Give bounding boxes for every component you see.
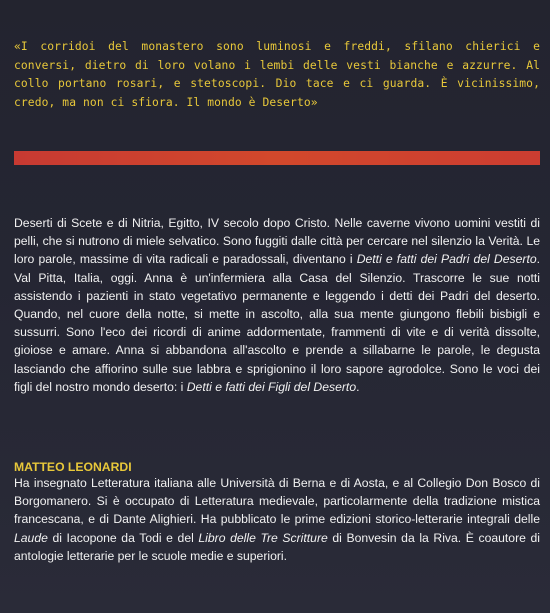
synopsis [14, 214, 540, 396]
bio-text-2: di Iacopone da Todi e del [47, 530, 199, 545]
bio-text-1: Ha insegnato Letteratura italiana alle Università di Berna e di Aosta, e al Collegio Don Bosco di Borgomanero. Si è occupato di Letteratura medievale, particolarmente della tradizione mistica francescana, e di Dante Alighieri. Ha pubblicato le prime edizioni storico-letterarie integrali delle [14, 476, 540, 527]
pull-quote: «I corridoi del monastero sono luminosi e freddi, sfilano chierici e conversi, dietro di loro volano i lembi delle vesti bianche e azzurre. Al collo portano rosari, e stetoscopi. Dio tace e ci guarda. È vicinissimo, credo, ma non ci sfiora. Il mondo è Deserto» [14, 40, 540, 109]
synopsis-text-2: . Val Pitta, Italia, oggi. Anna è un'infermiera alla Casa del Silenzio. Trascorre le sue notti assistendo i pazienti in stato vegetativo permanente e leggendo i detti dei Padri del deserto. Quando, nel cuore della notte, si mette in ascolto, alla sua mente giungono flebili bisbigli e sussurri. Sono l'eco dei ricordi di anime addormentate, frammenti di vite e di verità dissolte, gioiose e amare. Anna si abbandona all'ascolto e prende a sillabarne le parole, le degusta lasciando che affiorino sulle sue labbra e sprigionino il loro sapore agrodolce. Sono le voci dei figli del nostro mondo deserto: i [14, 252, 540, 394]
book-title-figli: Detti e fatti dei Figli del Deserto [186, 379, 357, 394]
book-title-padri: Detti e fatti dei Padri del Deserto [356, 252, 537, 267]
bio-text-3: di Bonvesin da la Riva. È coautore di antologie letterarie per le scuole medie e superiori. [14, 530, 540, 563]
divider-bar [14, 151, 540, 165]
synopsis-text-3: . [356, 379, 360, 394]
title-laude: Laude [14, 530, 48, 545]
synopsis-text-1: Deserti di Scete e di Nitria, Egitto, IV secolo dopo Cristo. Nelle caverne vivono uomini vestiti di pelli, che si nutrono di miele selvatico. Sono fuggiti dalle città per cercare nel silenzio la Verità. Le loro parole, massime di vita radicali e paradossali, diventano i [14, 216, 540, 267]
title-libro: Libro delle Tre Scritture [198, 530, 328, 545]
author-name: MATTEO LEONARDI [14, 460, 132, 474]
author-bio [14, 474, 540, 565]
